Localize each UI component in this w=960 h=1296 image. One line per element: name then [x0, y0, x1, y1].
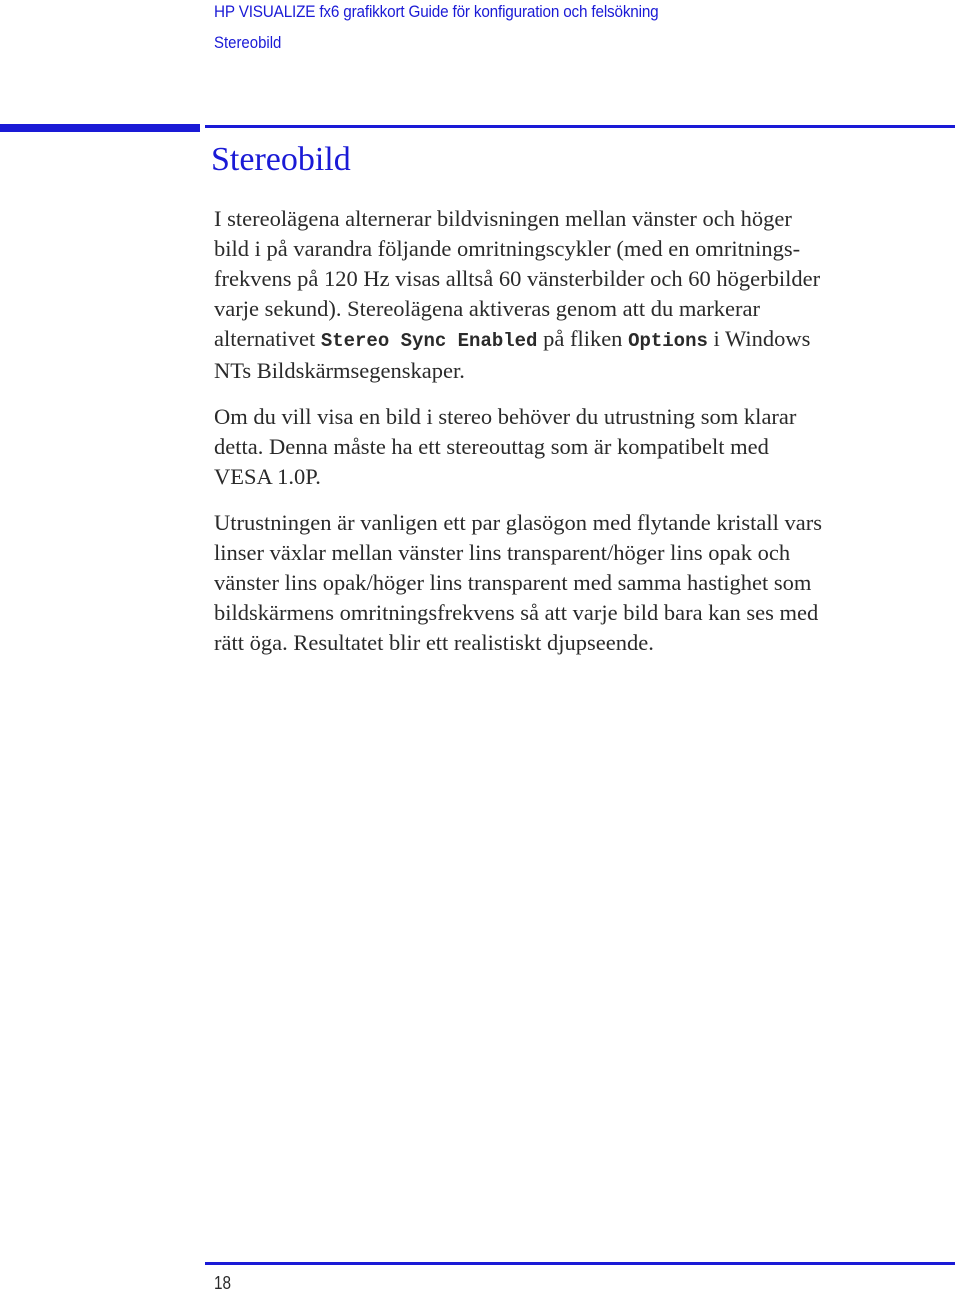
option-name-stereo-sync: Stereo Sync Enabled [320, 330, 538, 352]
document-title: HP VISUALIZE fx6 grafikkort Guide för konfiguration och felsökning [214, 2, 659, 21]
text-line: rätt öga. Resultatet blir ett realistiskt djupseende. [214, 630, 654, 655]
text-line: vänster lins opak/höger lins transparent med samma hastighet som [214, 570, 812, 595]
text-line: Om du vill visa en bild i stereo behöver du utrustning som klarar [214, 404, 797, 429]
paragraph-equipment-requirement [214, 402, 954, 492]
text-line: linser växlar mellan vänster lins transparent/höger lins opak och [214, 540, 791, 565]
footer-rule [205, 1262, 955, 1265]
text-line: detta. Denna måste ha ett stereouttag som är kompatibelt med [214, 434, 769, 459]
running-section-name: Stereobild [214, 33, 282, 52]
text-line: I stereolägena alternerar bildvisningen mellan vänster och höger [214, 206, 792, 231]
text-line: VESA 1.0P. [214, 464, 321, 489]
text-line: frekvens på 120 Hz visas alltså 60 vänsterbilder och 60 högerbilder [214, 266, 821, 291]
text-fragment: i Windows [707, 326, 811, 351]
header-rule-thick [0, 124, 200, 132]
header-rule-thin [205, 125, 955, 128]
section-heading: Stereobild [211, 141, 351, 178]
text-fragment: på fliken [537, 326, 629, 351]
running-header [214, 0, 708, 53]
page-number: 18 [214, 1273, 232, 1293]
text-line [214, 324, 954, 356]
paragraph-stereo-modes [214, 204, 954, 386]
text-line: varje sekund). Stereolägena aktiveras genom att du markerar [214, 296, 761, 321]
body-text [214, 204, 954, 674]
text-line: NTs Bildskärmsegenskaper. [214, 358, 465, 383]
text-line: bildskärmens omritningsfrekvens så att varje bild bara kan ses med [214, 600, 819, 625]
text-line: Utrustningen är vanligen ett par glasögon med flytande kristall vars [214, 510, 822, 535]
tab-name-options: Options [628, 330, 708, 352]
text-fragment: alternativet [214, 326, 321, 351]
text-line: bild i på varandra följande omritningscykler (med en omritnings- [214, 236, 801, 261]
paragraph-glasses-description [214, 508, 954, 658]
